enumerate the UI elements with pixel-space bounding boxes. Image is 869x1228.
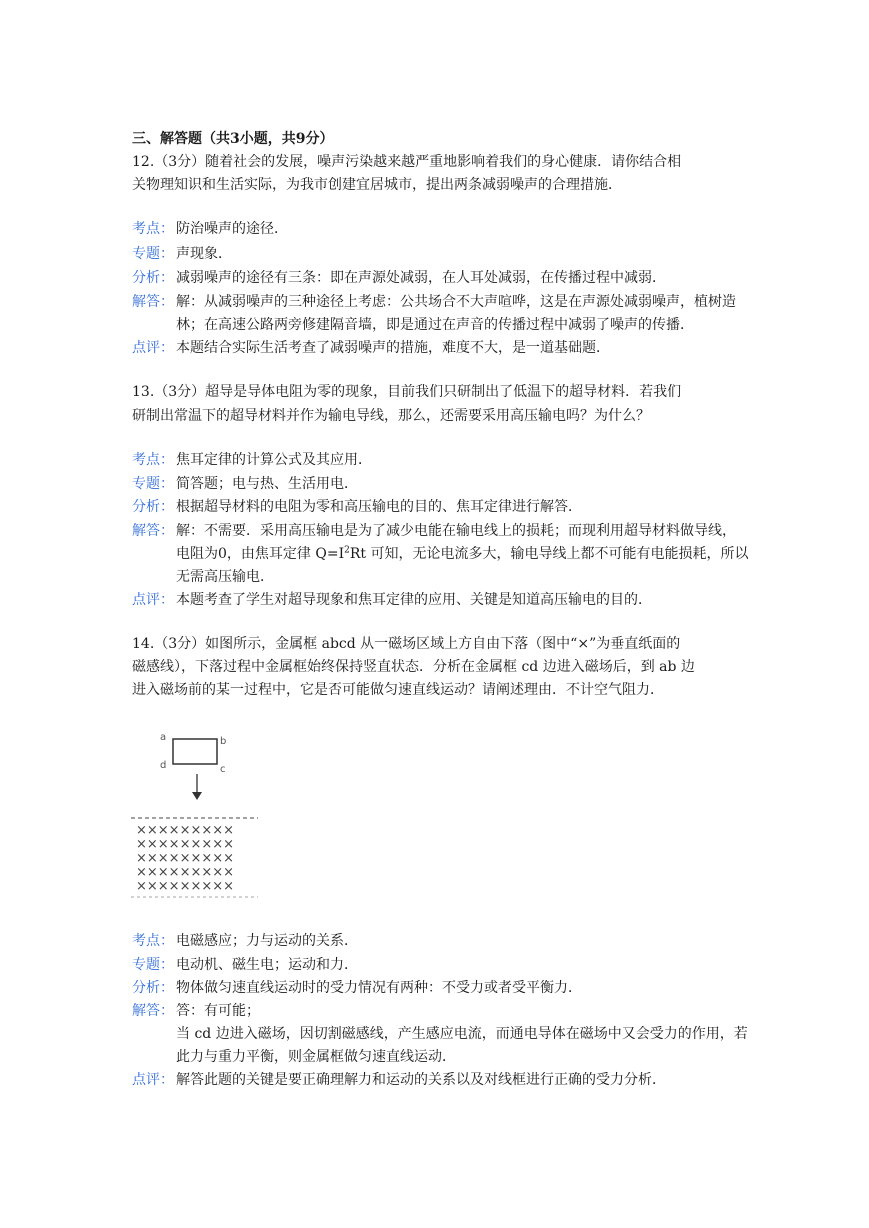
jieda-label: 解答： [132,294,174,310]
q14-stem-line-2: 磁感线），下落过程中金属框始终保持竖直状态．分析在金属框 cd 边进入磁场后，到 ab 边 [132,659,695,675]
magnetic-field-diagram [128,726,268,901]
field-row-1: ××××××××× [136,823,235,838]
q13-fenxi-text: 根据超导材料的电阻为零和高压输电的目的、焦耳定律进行解答． [176,499,582,515]
q13-jieda [132,521,736,541]
pingping-label: 点评： [132,592,174,608]
zhuanti-label: 专题： [132,957,174,973]
q12-jieda [132,292,736,312]
q12-stem-line-2: 关物理知识和生活实际，为我市创建宜居城市，提出两条减弱噪声的合理措施． [132,177,622,193]
zhuanti-label: 专题： [132,246,174,262]
label-a: a [160,732,167,743]
q14-zhuanti [132,955,358,975]
section-title: 三、解答题（共3小题，共9分） [132,131,334,147]
q13-jieda-line-2 [176,544,748,564]
q12-pingping-text: 本题结合实际生活考查了减弱噪声的措施，难度不大，是一道基础题． [176,340,610,356]
q12-jieda-line-1: 解：从减弱噪声的三种途径上考虑：公共场合不大声喧哗，这是在声源处减弱噪声，植树造 [176,294,736,310]
q13-jieda-line-3: 无需高压输电． [176,569,274,585]
q14-jieda-line-1: 答：有可能； [176,1003,260,1019]
q13-pingping-text: 本题考查了学生对超导现象和焦耳定律的应用、关键是知道高压输电的目的． [176,592,652,608]
label-c: c [220,764,226,775]
q12-zhuanti-text: 声现象． [176,246,232,262]
kaodian-label: 考点： [132,933,174,949]
q12-fenxi-text: 减弱噪声的途径有三条：即在声源处减弱，在人耳处减弱，在传播过程中减弱． [176,270,666,286]
field-row-4: ××××××××× [136,865,235,880]
field-row-5: ××××××××× [136,879,235,894]
fenxi-label: 分析： [132,980,174,996]
kaodian-label: 考点： [132,221,174,237]
jieda-label: 解答： [132,1003,174,1019]
pingping-label: 点评： [132,1072,174,1088]
field-row-3: ××××××××× [136,851,235,866]
q14-kaodian-text: 电磁感应；力与运动的关系． [176,933,358,949]
q14-pingping [132,1070,666,1090]
q13-zhuanti [132,474,358,494]
label-d: d [160,760,167,771]
q13-stem-line-1: 13.（3分）超导是导体电阻为零的现象，目前我们只研制出了低温下的超导材料．若我们 [132,384,682,400]
q12-fenxi [132,268,666,288]
q13-jieda-line-2b: Rt 可知，无论电流多大，输电导线上都不可能有电能损耗，所以 [349,546,749,562]
q13-kaodian-text: 焦耳定律的计算公式及其应用． [176,452,372,468]
fenxi-label: 分析： [132,499,174,515]
q13-fenxi [132,497,582,517]
q14-stem-line-3: 进入磁场前的某一过程中，它是否可能做匀速直线运动？请阐述理由．不计空气阻力． [132,682,664,698]
fenxi-label: 分析： [132,270,174,286]
label-b: b [220,736,227,747]
q12-kaodian [132,219,288,239]
q13-stem-line-2: 研制出常温下的超导材料并作为输电导线，那么，还需要采用高压输电吗？为什么？ [132,408,650,424]
q12-jieda-line-2: 林；在高速公路两旁修建隔音墙，即是通过在声音的传播过程中减弱了噪声的传播． [176,317,694,333]
q13-kaodian [132,450,372,470]
q14-jieda-line-3: 此力与重力平衡，则金属框做匀速直线运动． [176,1049,456,1065]
q14-kaodian [132,931,358,951]
kaodian-label: 考点： [132,452,174,468]
q14-jieda [132,1001,260,1021]
q13-jieda-line-1: 解：不需要．采用高压输电是为了减少电能在输电线上的损耗；而现利用超导材料做导线， [176,523,736,539]
q14-fenxi [132,978,582,998]
q14-stem-line-1: 14.（3分）如图所示，金属框 abcd 从一磁场区域上方自由下落（图中“×”为垂直纸面的 [132,636,681,652]
q12-pingping [132,338,610,358]
q12-zhuanti [132,244,232,264]
q12-stem-line-1: 12.（3分）随着社会的发展，噪声污染越来越严重地影响着我们的身心健康．请你结合相 [132,154,682,170]
q13-zhuanti-text: 简答题；电与热、生活用电． [176,476,358,492]
fall-arrow-head [192,792,202,800]
q13-superscript: 2 [344,545,350,556]
q14-fenxi-text: 物体做匀速直线运动时的受力情况有两种：不受力或者受平衡力． [176,980,582,996]
q13-pingping [132,590,652,610]
q12-kaodian-text: 防治噪声的途径． [176,221,288,237]
q14-pingping-text: 解答此题的关键是要正确理解力和运动的关系以及对线框进行正确的受力分析． [176,1072,666,1088]
jieda-label: 解答： [132,523,174,539]
q14-jieda-line-2: 当 cd 边进入磁场，因切割磁感线，产生感应电流，而通电导体在磁场中又会受力的作用，若 [176,1026,748,1042]
field-row-2: ××××××××× [136,837,235,852]
zhuanti-label: 专题： [132,476,174,492]
q13-jieda-line-2a: 电阻为0，由焦耳定律 Q=I [176,546,345,562]
metal-frame [173,739,217,764]
q14-zhuanti-text: 电动机、磁生电；运动和力． [176,957,358,973]
pingping-label: 点评： [132,340,174,356]
